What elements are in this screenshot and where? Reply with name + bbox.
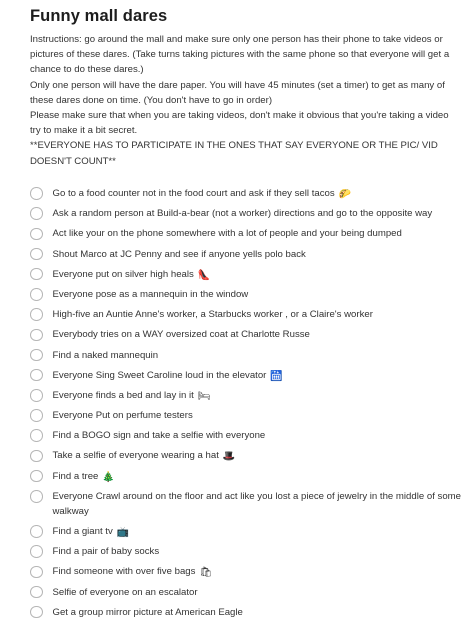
checklist-item-text xyxy=(53,524,463,539)
checklist-item xyxy=(30,564,462,579)
checklist-item xyxy=(30,448,462,463)
instructions-paragraph: Instructions: go around the mall and make sure only one person has their phone to take videos or pictures of these dares. (Take turns taking pictures with the same phone so that everyone will get a chance to do these dares.) xyxy=(30,34,450,76)
checklist-item-text xyxy=(53,489,463,519)
checklist-item-label: Everyone Sing Sweet Caroline loud in the elevator xyxy=(52,369,267,381)
checklist-item xyxy=(30,307,462,322)
checklist-item-label: Find a BOGO sign and take a selfie with everyone xyxy=(52,430,266,442)
checkbox-circle[interactable] xyxy=(30,429,43,442)
checklist-item-text xyxy=(53,368,463,383)
document-title: Funny mall dares xyxy=(30,7,168,25)
instructions-paragraph: Only one person will have the dare paper. You will have 45 minutes (set a timer) to get as many of these dares done on time. (You don't have to go in order) xyxy=(30,79,445,106)
checklist-item-label: Go to a food counter not in the food court and ask if they sell tacos xyxy=(52,188,335,199)
checklist-item xyxy=(30,287,462,302)
checkbox-circle[interactable] xyxy=(30,525,43,538)
checkbox-circle[interactable] xyxy=(30,207,43,220)
checklist-item-text xyxy=(53,469,463,484)
checklist-item xyxy=(30,388,462,403)
checklist-item-text xyxy=(53,287,463,302)
checkbox-circle[interactable] xyxy=(30,308,43,321)
elevator-emoji: 🛗 xyxy=(270,370,283,382)
checklist-item-label: Everyone pose as a mannequin in the window xyxy=(52,288,249,300)
dare-checklist xyxy=(30,186,462,625)
checklist-item-label: High-five an Auntie Anne's worker, a Starbucks worker , or a Claire's worker xyxy=(52,309,373,321)
checkbox-circle[interactable] xyxy=(30,329,43,342)
checklist-item-text xyxy=(53,186,463,201)
checkbox-circle[interactable] xyxy=(30,288,43,301)
checkbox-circle[interactable] xyxy=(30,228,43,241)
checklist-item-text xyxy=(53,544,463,559)
shopping-bags-emoji: 🛍 xyxy=(199,567,213,579)
checklist-item-label: Find a pair of baby socks xyxy=(52,546,160,558)
checklist-item-label: Find a tree xyxy=(52,470,99,482)
checklist-item xyxy=(30,408,462,423)
bed-emoji: 🛏 xyxy=(197,390,211,402)
checklist-item-text xyxy=(53,408,463,423)
checklist-item xyxy=(30,428,462,443)
tv-emoji: 📺 xyxy=(116,527,130,538)
checklist-item-text xyxy=(53,307,463,322)
checklist-item-text xyxy=(53,448,463,463)
checkbox-circle[interactable] xyxy=(30,586,43,599)
checklist-item-text xyxy=(53,428,463,443)
checklist-item-label: Find a naked mannequin xyxy=(52,349,159,361)
checkbox-circle[interactable] xyxy=(30,268,43,281)
checkbox-circle[interactable] xyxy=(30,248,43,261)
instructions-block xyxy=(30,32,456,169)
checkbox-circle[interactable] xyxy=(30,450,43,463)
checklist-item xyxy=(30,186,462,201)
top-hat-emoji: 🎩 xyxy=(222,451,236,463)
checklist-item-label: Selfie of everyone on an escalator xyxy=(52,586,198,598)
checkbox-circle[interactable] xyxy=(30,409,43,422)
taco-emoji: 🌮 xyxy=(338,189,352,200)
checklist-item-text xyxy=(53,348,463,363)
checklist-item xyxy=(30,469,462,484)
checklist-item-label: Everyone put on silver high heals xyxy=(52,268,194,280)
checkbox-circle[interactable] xyxy=(30,490,43,503)
checklist-item-label: Take a selfie of everyone wearing a hat xyxy=(52,450,219,462)
checklist-item-label: Find a giant tv xyxy=(52,526,113,537)
checklist-item-label: Everyone finds a bed and lay in it xyxy=(52,389,194,401)
checkbox-circle[interactable] xyxy=(30,389,43,402)
checklist-item-text xyxy=(53,247,463,262)
checklist-item xyxy=(30,206,462,221)
checkbox-circle[interactable] xyxy=(30,187,43,200)
checklist-item xyxy=(30,544,462,559)
checklist-item-text xyxy=(53,585,463,600)
checkbox-circle[interactable] xyxy=(30,369,43,382)
checkbox-circle[interactable] xyxy=(30,606,43,619)
tree-emoji: 🎄 xyxy=(102,471,115,483)
checklist-item-text xyxy=(53,388,463,403)
checkbox-circle[interactable] xyxy=(30,470,43,483)
checkbox-circle[interactable] xyxy=(30,566,43,579)
checklist-item-text xyxy=(53,564,463,579)
checklist-item xyxy=(30,368,462,383)
checklist-item-label: Act like your on the phone somewhere with a lot of people and your being dumped xyxy=(52,228,402,240)
checklist-item xyxy=(30,524,462,539)
instructions-paragraph: Please make sure that when you are taking videos, don't make it obvious that you're taking a video try to make it a bit secret. xyxy=(30,110,449,137)
checklist-item-text xyxy=(53,605,463,620)
checklist-item-label: Everyone Crawl around on the floor and act like you lost a piece of jewelry in the middle of some walkway xyxy=(52,490,461,517)
checklist-item xyxy=(30,226,462,241)
checklist-item-label: Everyone Put on perfume testers xyxy=(52,410,193,422)
checklist-item-label: Shout Marco at JC Penny and see if anyone yells polo back xyxy=(52,248,306,260)
checklist-item-label: Get a group mirror picture at American Eagle xyxy=(52,606,243,618)
checklist-item xyxy=(30,605,462,620)
checklist-item xyxy=(30,247,462,262)
checklist-item xyxy=(30,348,462,363)
checklist-item-text xyxy=(53,226,463,241)
checklist-item xyxy=(30,585,462,600)
checklist-item-text xyxy=(53,206,463,221)
checklist-item-text xyxy=(53,327,463,342)
checklist-item-text xyxy=(53,267,463,282)
checklist-item xyxy=(30,489,462,519)
checkbox-circle[interactable] xyxy=(30,349,43,362)
checklist-item xyxy=(30,267,462,282)
checklist-item-label: Ask a random person at Build-a-bear (not a worker) directions and go to the opposite way xyxy=(52,208,433,220)
checklist-item-label: Everybody tries on a WAY oversized coat at Charlotte Russe xyxy=(52,329,310,341)
checkbox-circle[interactable] xyxy=(30,545,43,558)
checklist-item xyxy=(30,327,462,342)
checklist-item-label: Find someone with over five bags xyxy=(52,566,196,578)
high-heel-emoji: 👠 xyxy=(197,269,211,281)
instructions-paragraph: **EVERYONE HAS TO PARTICIPATE IN THE ONES THAT SAY EVERYONE OR THE PIC/ VID DOESN'T COUNT** xyxy=(30,140,438,167)
